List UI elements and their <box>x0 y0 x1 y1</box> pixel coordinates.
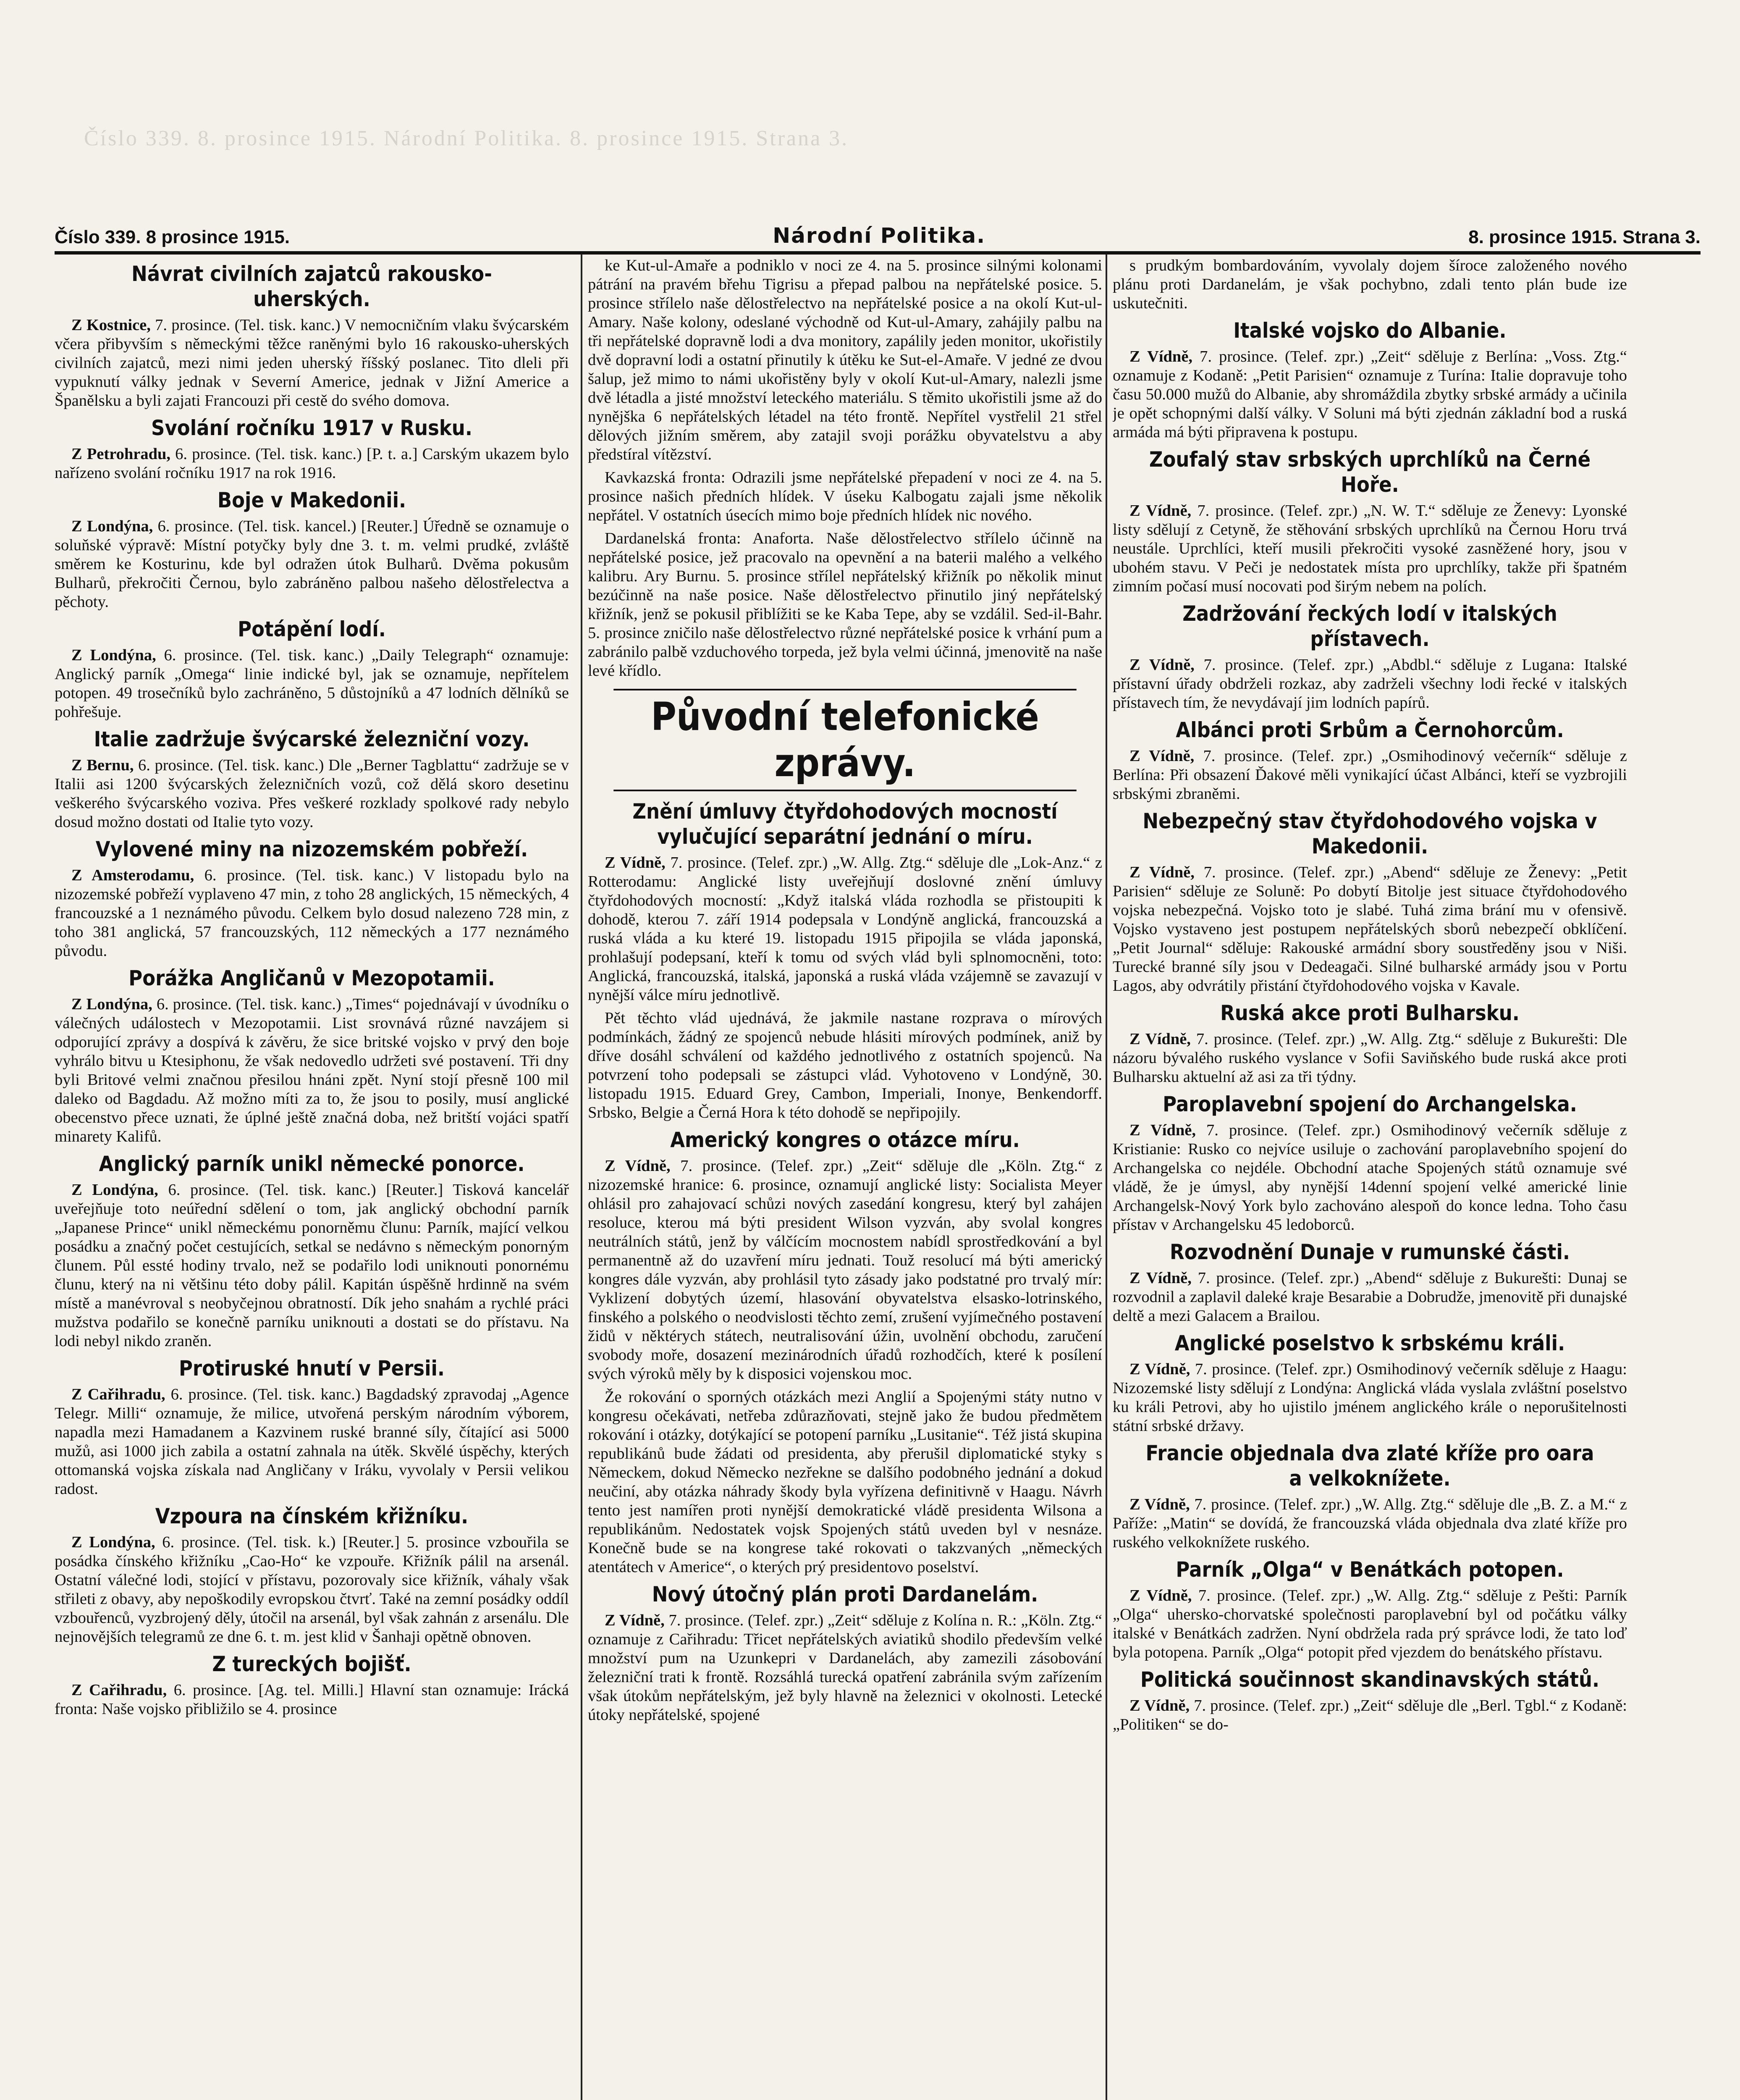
article-paragraph <box>1113 1586 1627 1662</box>
article-headline: Vzpoura na čínském křižníku. <box>155 1504 469 1528</box>
article-headline: Vylovené miny na nizozemském pobřeží. <box>95 837 528 861</box>
article-paragraph <box>55 445 569 483</box>
dateline: Z Vídně, <box>1129 864 1195 881</box>
article-headline: Zoufalý stav srbských uprchlíků na Černé Hoře. <box>1149 447 1591 497</box>
article-body-text: 7. prosince. (Telef. zpr.) Osmihodinový večerník sděluje z Haagu: Nizozemské listy sdělují z Londýna: Anglická vláda vyslala zvláštní poselstvo ku králi Petrovi, aby ho ujistilo jménem anglického krále o neporušitelnosti státní srbské državy. <box>1113 1360 1627 1435</box>
article-paragraph <box>588 529 1102 680</box>
column-divider <box>581 254 582 2100</box>
dateline: Z Vídně, <box>1129 747 1195 765</box>
dateline: Z Vídně, <box>605 1612 665 1629</box>
dateline: Z Londýna, <box>71 517 153 535</box>
article-headline: Francie objednala dva zlaté kříže pro oara a velkoknížete. <box>1145 1441 1594 1491</box>
dateline: Z Londýna, <box>71 646 156 664</box>
article-paragraph <box>588 853 1102 1005</box>
column-3 <box>1113 256 1627 2100</box>
dateline: Z Vídně, <box>1129 1496 1190 1513</box>
article-paragraph <box>55 995 569 1146</box>
dateline: Z Vídně, <box>1129 1587 1192 1604</box>
article-headline: Anglický parník unikl německé ponorce. <box>99 1152 525 1176</box>
dateline: Z Londýna, <box>71 1181 158 1199</box>
article-paragraph <box>1113 1121 1627 1234</box>
dateline: Z Vídně, <box>1129 348 1193 365</box>
article-paragraph <box>1113 1360 1627 1436</box>
article-body-text: 7. prosince. (Telef. zpr.) „Zeit“ sděluje z Berlína: „Voss. Ztg.“ oznamuje z Kodaně: „Petit Parisien“ oznamuje z Turína: Italie dopravuje toho času 50.000 mužů do Albanie, aby shromáždila zbytky srbské armády a učinila je opět schopnými další války. V Soluni má býti zjednán základní bod a ruská armáda má býti připravena k postupu. <box>1113 348 1627 441</box>
article-paragraph <box>1113 347 1627 442</box>
section-banner-heading: Původní telefonické zprávy. <box>613 689 1077 791</box>
article-headline: Politická součinnost skandinavských států. <box>1140 1667 1600 1692</box>
dateline: Z Vídně, <box>1129 1269 1192 1287</box>
article-headline: Albánci proti Srbům a Černohorcům. <box>1176 718 1564 742</box>
page-date-number: 8. prosince 1915. Strana 3. <box>1468 227 1701 247</box>
article-paragraph <box>55 316 569 410</box>
article-body-text: 6. prosince. (Tel. tisk. kanc.) „Daily Telegraph“ oznamuje: Anglický parník „Omega“ linie indické byl, jak se oznamuje, nepřítelem potopen. 49 trosečníků bylo zachráněno, 5 důstojníků a 47 lodních dělníků se pohřešuje. <box>55 646 569 721</box>
article-headline: Ruská akce proti Bulharsku. <box>1220 1001 1520 1025</box>
article-body-text: Kavkazská fronta: Odrazili jsme nepřátelské přepadení v noci ze 4. na 5. prosince našich předních hlídek. V úseku Kalbogatu zajali jsme několik nepřátel. V ostatních úsecích mimo boje předních hlídek nic nového. <box>588 469 1102 524</box>
dateline: Z Cařihradu, <box>71 1386 165 1403</box>
article-headline: Nový útočný plán proti Dardanelám. <box>652 1582 1038 1606</box>
article-body-text: 7. prosince. (Telef. zpr.) „Zeit“ sděluje z Kolína n. R.: „Köln. Ztg.“ oznamuje z Cařihradu: Třicet nepřátelských aviatiků shodilo především velké množství pum na Uzunkepri v Dardanelách, aby zamezili zásobování železniční trati k frontě. Rozsáhlá turecká opatření zabránila svým zařízením však útokům nepřátelským, jež byly hlavně na železnici v okolnosti. Letecké útoky nepřátelské, spojené <box>588 1612 1102 1724</box>
article-headline: Nebezpečný stav čtyřdohodového vojska v Makedonii. <box>1143 809 1597 858</box>
article-body-text: 7. prosince. (Tel. tisk. kanc.) V nemocničním vlaku švýcarském včera přibyvším s německými těžce raněnými bylo 16 rakousko-uherských civilních zajatců, mezi nimi jeden uherský říšský poslanec. Tito dleli při vypuknutí války jednak v Severní Americe, jednak v Jižní Americe a Španělsku a byli zajati Francouzi při cestě do svého domova. <box>55 316 569 410</box>
article-paragraph <box>55 866 569 961</box>
dateline: Z Vídně, <box>1129 1030 1191 1048</box>
dateline: Z Londýna, <box>71 995 152 1013</box>
article-paragraph <box>1113 656 1627 712</box>
article-paragraph <box>55 1385 569 1499</box>
article-paragraph <box>55 1533 569 1646</box>
article-headline: Svolání ročníku 1917 v Rusku. <box>151 416 472 440</box>
article-body-text: 6. prosince. [Ag. tel. Milli.] Hlavní stan oznamuje: Irácká fronta: Naše vojsko přibližilo se 4. prosince <box>55 1681 569 1718</box>
dateline: Z Amsterodamu, <box>71 866 194 884</box>
article-body-text: 7. prosince. (Telef. zpr.) „N. W. T.“ sděluje ze Ženevy: Lyonské listy sdělují z Cetyně, že stěhování srbských uprchlíků na Černou Horu trvá neustále. Uprchlíci, kteří musili překročiti vysoké zasněžené hory, jsou v ubohém stavu. V Peči je nedostatek místa pro uprchlíky, takže při špatném zimním počasí musí nocovati pod širým nebem na polích. <box>1113 502 1627 595</box>
article-paragraph <box>55 1681 569 1719</box>
dateline: Z Vídně, <box>1129 502 1192 520</box>
article-paragraph <box>55 517 569 612</box>
article-body-text: 7. prosince. (Telef. zpr.) „W. Allg. Ztg.“ sděluje z Pešti: Parník „Olga“ uhersko-chorvatské společnosti paroplavební byl od počátku války italské v Benátkách zadržen. Nyní obdržela rada prý správce lodi, že tato loď byla potopena. Parník „Olga“ potopit před vjezdem do benátského přístavu. <box>1113 1587 1627 1661</box>
article-body-text: 6. prosince. (Tel. tisk. kanc.) [P. t. a.] Carským ukazem bylo nařízeno svolání ročníku 1917 na rok 1916. <box>55 445 569 482</box>
newspaper-title: Národní Politika. <box>773 223 986 248</box>
dateline: Z Vídně, <box>605 1157 671 1175</box>
article-headline: Návrat civilních zajatců rakousko-uherských. <box>131 262 492 311</box>
article-headline: Boje v Makedonii. <box>217 488 406 512</box>
dateline: Z Vídně, <box>605 854 666 872</box>
dateline: Z Vídně, <box>1129 1360 1190 1378</box>
article-body-text: 7. prosince. (Telef. zpr.) „Abend“ sděluje ze Ženevy: „Petit Parisien“ sděluje ze Soluně: Po dobytí Bitolje jest situace čtyřdohodového vojska nebezpečná. Vojsko toto je slabé. Tuhá zima brání mu v ofensivě. Vojsko vystaveno jest postupem nepřátelských sborů nebezpečí obklíčení. „Petit Journal“ sděluje: Rakouské armádní sbory soustředěny jsou v Niši. Turecké branné síly jsou v Dedeagači. Silné bulharské armády jsou v Portu Lagos, aby odvrátily přistání čtyřdohodového vojska v Kavale. <box>1113 864 1627 995</box>
article-headline: Zadržování řeckých lodí v italských přístavech. <box>1182 601 1557 651</box>
bleed-through-text: Číslo 339. 8. prosince 1915. Národní Politika. 8. prosince 1915. Strana 3. <box>84 126 849 150</box>
article-headline: Rozvodnění Dunaje v rumunské části. <box>1169 1240 1570 1264</box>
article-body-text: 6. prosince. (Tel. tisk. k.) [Reuter.] 5. prosince vzbouřila se posádka čínského křižníku „Cao-Ho“ ke vzpouře. Křižník pálil na arsenál. Ostatní válečné lodi, stojící v přístavu, pozorovaly sice křižník, váhaly však střileti z obavy, aby nepoškodily evropskou čtvrť. Také na zemní posádky oddíl vzbouřenců, vyzbrojený děly, útočil na arsenál, byl však zahnán z arsenálu. Dle nejnovějších telegramů ze dne 6. t. m. jest klid v Šanhaji opětně obnoven. <box>55 1533 569 1646</box>
dateline: Z Londýna, <box>71 1533 155 1551</box>
article-paragraph <box>55 1181 569 1351</box>
article-paragraph <box>1113 1269 1627 1326</box>
article-paragraph <box>1113 256 1627 313</box>
article-body-text: 7. prosince. (Telef. zpr.) „Zeit“ sděluje dle „Köln. Ztg.“ z nizozemské hranice: 6. prosince, oznamují anglické listy: Socialista Meyer ohlásil pro zahajovací schůzi nových zasedání kongresu, který byl zahájen resoluce, kterou má býti president Wilson vyzván, aby svolal kongres neutrálních států, jenž by válčícím mocnostem nabídl sprostředkování a byl permanentně až do uzavření míru jednati. Touž resolucí má býti americký kongres dále vyzván, aby prohlásil tyto zásady jako podstatné pro trvalý mír: Vyklizení dobytých území, hlasování obyvatelstva elsasko-lotrinského, finského a polského o neodvislosti těchto zemí, zrušení vyjímečného postavení židů v něktérych státech, neutralisování úžin, uvolnění obchodu, zaručení svobody moře, dosazení mezinárodních úřadů rozhodčích, které k posílení svých výroků měly by k disposici vojenskou moc. <box>588 1157 1102 1383</box>
article-body-text: 7. prosince. (Telef. zpr.) „W. Allg. Ztg.“ sděluje z Bukurešti: Dle názoru bývalého ruského vyslance v Sofii Saviňského bude ruská akce proti Bulharsku aktuelní až asi za tři týdny. <box>1113 1030 1627 1086</box>
issue-number: Číslo 339. 8 prosince 1915. <box>55 227 290 247</box>
article-paragraph <box>1113 747 1627 803</box>
article-headline: Znění úmluvy čtyřdohodových mocností vylučující separátní jednání o míru. <box>632 799 1058 849</box>
article-body-text: 7. prosince. (Telef. zpr.) „Abend“ sděluje z Bukurešti: Dunaj se rozvodnil a zaplavil daleké kraje Besarabie a Dobrudže, jmenovitě při dunajské deltě a mezi Galacem a Brailou. <box>1113 1269 1627 1325</box>
dateline: Z Vídně, <box>1129 656 1195 674</box>
article-body-text: 6. prosince. (Tel. tisk. kanc.) [Reuter.] Tisková kancelář uveřejňuje toto neúřední sdělení o tom, jak anglický obchodní parník „Japanese Prince“ unikl německému ponorněmu člunu: Parník, mající velkou posádku a značný počet cestujících, setkal se nedávno s německým ponorným člunem. Půl essté hodiny trvalo, než se podařilo lodi uniknouti ponornému člunu, který na ni většinu této doby pálil. Kapitán úspěšně hrdinně na svém místě a manévroval s neobyčejnou obratností. Dík jeho snahám a rychlé práci mužstva podařilo se konečně parníku uniknouti a dostati se do přístavu. Na lodi nebyl nikdo zraněn. <box>55 1181 569 1350</box>
article-headline: Potápění lodí. <box>238 617 386 641</box>
article-paragraph <box>588 1157 1102 1383</box>
article-paragraph <box>588 1611 1102 1725</box>
article-body-text: ke Kut-ul-Amaře a podniklo v noci ze 4. na 5. prosince silnými kolonami pátrání na pravém břehu Tigrisu a přepad palbou na nepřátelské posice. 5. prosince střílelo naše dělostřelectvo na nepřátelské posice a na okolí Kut-ul-Amary. Naše kolony, odeslané východně od Kut-ul-Amary, zahájily palbu na tři nepřátelské dopravně lodi a dva monitory, zapálily jeden monitor, ukořistily dvě dopravní lodi a ostatní přinutily k útěku ke Sut-el-Amaře. V jedné ze dvou šalup, jež mimo to námi ukořistěny byly v okolí Kut-ul-Amary, nalezli jsme dvě létadla a jisté množství leteckého materiálu. S těmito ukořistili jsme až do nynějška 6 nepřátelských létadel na této frontě. Nepřítel vystřelil 21 střel dělových jižním směrem, aby zatajil svoji porážku obyvatelstvu a aby předstíral vítězství. <box>588 257 1102 463</box>
article-paragraph <box>55 756 569 832</box>
article-paragraph <box>588 468 1102 525</box>
article-paragraph <box>588 1009 1102 1122</box>
article-paragraph <box>1113 1696 1627 1734</box>
article-body-text: 6. prosince. (Tel. tisk. kancel.) [Reuter.] Úředně se oznamuje o soluňské výpravě: Místní potyčky byly dne 3. t. m. velmi prudké, zvláště směrem ke Kosturinu, kde byl odražen útok Bulharů. Dvěma pokusům Bulharů, překročiti Černou, bylo zabráněno palbou našeho dělostřelectva a pěchoty. <box>55 517 569 611</box>
article-body-text: 6. prosince. (Tel. tisk. kanc.) Dle „Berner Tagblattu“ zadržuje se v Italii asi 1200 švýcarských železničních vozů, což dělá skoro desetinu veškerého švýcarského vozivа. Přes veškeré rozklady spolkové rady nebylo dosud možno dostati od Italie tyto vozy. <box>55 756 569 831</box>
page-header <box>55 218 1701 255</box>
dateline: Z Petrohradu, <box>71 445 171 463</box>
article-headline: Paroplavební spojení do Archangelska. <box>1163 1092 1577 1116</box>
article-body-text: 6. prosince. (Tel. tisk. kanc.) V listopadu bylo na nizozemské pobřeží vyplaveno 47 min, z toho 28 anglických, 15 německých, 4 francouzské a 1 neznámého původu. Celkem bylo dosud nalezeno 728 min, z toho 381 anglická, 57 francouzských, 112 německých a 177 neznámého původu. <box>55 866 569 960</box>
article-body-text: Že rokování o sporných otázkách mezi Anglií a Spojenými státy nutno v kongresu očekávati, netřeba zdůrazňovati, stejně jako že budou předmětem rokování i otázky, dotýkající se potopení parníku „Lusitanie“. Též jistá skupina republikánů bude žádati od presidenta, aby přerušil diplomatické styky s Německem, dokud Německo nezřekne se dalšího podobného jednání a dokud neučiní, aby otázka náhrady škody byla vyřízena definitivně v Haagu. Návrh tento jest namířen proti nynější demokratické vládě presidenta Wilsona a republikánům. Nedostatek vojsk Spojených států uveden byl v nesnáze. Konečně bude se na kongrese také rokovati o takzvaných „německých atentátech v Americe“, o kterých prý presidentovo poselství. <box>588 1388 1102 1576</box>
article-paragraph <box>1113 1030 1627 1087</box>
article-body-text: 7. prosince. (Telef. zpr.) „W. Allg. Ztg.“ sděluje dle „B. Z. a M.“ z Paříže: „Matin“ se dovídá, že francouzská vláda objednala dva zlaté kříže pro ruského velkoknížete ruského. <box>1113 1496 1627 1551</box>
dateline: Z Vídně, <box>1129 1121 1196 1139</box>
article-headline: Z tureckých bojišť. <box>212 1652 411 1676</box>
article-headline: Protiruské hnutí v Persii. <box>178 1356 445 1381</box>
dateline: Z Vídně, <box>1129 1697 1190 1714</box>
article-paragraph <box>55 646 569 722</box>
article-body-text: s prudkým bombardováním, vyvolaly dojem šíroce založeného nového plánu proti Dardanelám, je však pochybno, zdali tento plán bude ize uskutečniti. <box>1113 257 1627 312</box>
article-body-text: Dardanelská fronta: Anaforta. Naše dělostřelectvo střílelo účinně na nepřátelské posice, jež pracovalo na opevnění a na baterii malého a velkého kalibru. Ary Burnu. 5. prosince střílel nepřátelský křižník po několik minut bezúčinně na naše posice. Naše dělostřelectvo přinutilo jiný nepřátelský křižník, jenž se pokusil přiblížiti se ke Kaba Tepe, aby se vzdálil. Sed-il-Bahr. 5. prosince zničilo naše dělostřelectvo různé nepřátelské posice k vrhání pum a zabránilo palbě vzduchového torpeda, jež byla velmi účinná, jmenovitě na naše levé křídlo. <box>588 530 1102 680</box>
article-headline: Italie zadržuje švýcarské železniční vozy. <box>94 727 530 751</box>
dateline: Z Cařihradu, <box>71 1681 167 1699</box>
article-headline: Parník „Olga“ v Benátkách potopen. <box>1176 1557 1564 1582</box>
article-body-text: 7. prosince. (Telef. zpr.) „Zeit“ sděluje dle „Berl. Tgbl.“ z Kodaně: „Politiken“ se do- <box>1113 1697 1627 1733</box>
article-body-text: 7. prosince. (Telef. zpr.) „Osmihodinový večerník“ sděluje z Berlína: Při obsazení Ďakové měli vynikající účast Albánci, kteří se vyzbrojili srbskými zbraněmi. <box>1113 747 1627 803</box>
article-paragraph <box>1113 1495 1627 1552</box>
column-divider <box>1106 254 1107 2100</box>
article-paragraph <box>588 1388 1102 1577</box>
article-paragraph <box>588 256 1102 464</box>
article-paragraph <box>1113 501 1627 596</box>
dateline: Z Bernu, <box>71 756 134 774</box>
article-body-text: 7. prosince. (Telef. zpr.) „Abdbl.“ sděluje z Lugana: Italské přístavní úřady obdrželi rozkaz, aby zadrželi všechny lodi řecké v italských přístavech tím, že nevydávají jim lodních papírů. <box>1113 656 1627 711</box>
article-headline: Americký kongres o otázce míru. <box>670 1128 1020 1152</box>
article-body-text: 7. prosince. (Telef. zpr.) Osmihodinový večerník sděluje z Kristianie: Rusko co nejvíce usiluje o zachování paroplavebního spojení do Archangelska co nejdéle. Obchodní atache Spojených států oznamuje své vládě, že je úmysl, aby nynější 14denní spojení velké americké linie Archangelsk-Nový York bylo zachováno alespoň do konce ledna. Toho času přístav v Archangelsku 45 ledoborců. <box>1113 1121 1627 1234</box>
column-1 <box>55 256 569 2100</box>
article-headline: Porážka Angličanů v Mezopotamii. <box>128 966 495 990</box>
dateline: Z Kostnice, <box>71 316 151 334</box>
article-paragraph <box>1113 863 1627 995</box>
article-headline: Anglické poselstvo k srbskému králi. <box>1174 1331 1565 1355</box>
column-2 <box>588 256 1102 2100</box>
article-body-text: 6. prosince. (Tel. tisk. kanc.) „Times“ pojednávají v úvodníku o válečných událostech v Mezopotamii. List srovnává různé navzájem si odporující zprávy a dospívá k závěru, že sice britské vojsko v prvý den boje vyhrálo bitvu u Ktesiphonu, že však nedovedlo udržeti své postavení. Tři dny byli Britové velmi značnou přesilou hnáni zpět. Nyní stojí přesně 100 mil daleko od Bagdadu. Až možno míti za to, že jsou to posily, musí anglické obecenstvo přece uznati, že úplné ještě značná doba, než britští vojáci spatří minarety Kalifů. <box>55 995 569 1145</box>
article-body-text: Pět těchto vlád ujednává, že jakmile nastane rozprava o mírových podmínkách, žádný ze spojenců nebude hlásiti mírových podmínek, aniž by dříve dosáhl schválení od každého jednotlivého z ostatních spojenců. Na potvrzení toho podepsali se zástupci vlád. Vyhotoveno v Londýně, 30. listopadu 1915. Eduard Grey, Cambon, Imperiali, Inonye, Benkendorff. Srbsko, Belgie a Černá Hora k této dohodě se nepřipojily. <box>588 1009 1102 1121</box>
article-body-text: 6. prosince. (Tel. tisk. kanc.) Bagdadský zpravodaj „Agence Telegr. Milli“ oznamuje, že milice, utvořená perským národním výborem, napadla mezi Hamadanem a Kazvinem ruské branné síly, čítající asi 5000 mužů, asi 1000 jich zabila a ostatní zahnala na útěk. Skvělé úspěchy, kterých ottomanská vojska získala nad Angličany v Iráku, vyvolaly v Persii velikou radost. <box>55 1386 569 1498</box>
article-body-text: 7. prosince. (Telef. zpr.) „W. Allg. Ztg.“ sděluje dle „Lok-Anz.“ z Rotterodamu: Anglické listy uveřejňují doslovné znění úmluvy čtyřdohodových mocností: „Když italská vláda rozhodla se přistoupiti k dohodě, kterou 7. září 1914 podepsala v Londýně anglická, francouzská a ruská vláda a ku které 19. listopadu 1915 připojila se vláda japonská, prohlašují podepsaní, kteří k tomu od svých vlád byli splnomocněni, toto: Anglická, francouzská, italská, japonská a ruská vláda vzájemně se zavazují v nynější válce míru jednotlivě. <box>588 854 1102 1004</box>
article-headline: Italské vojsko do Albanie. <box>1233 318 1507 343</box>
